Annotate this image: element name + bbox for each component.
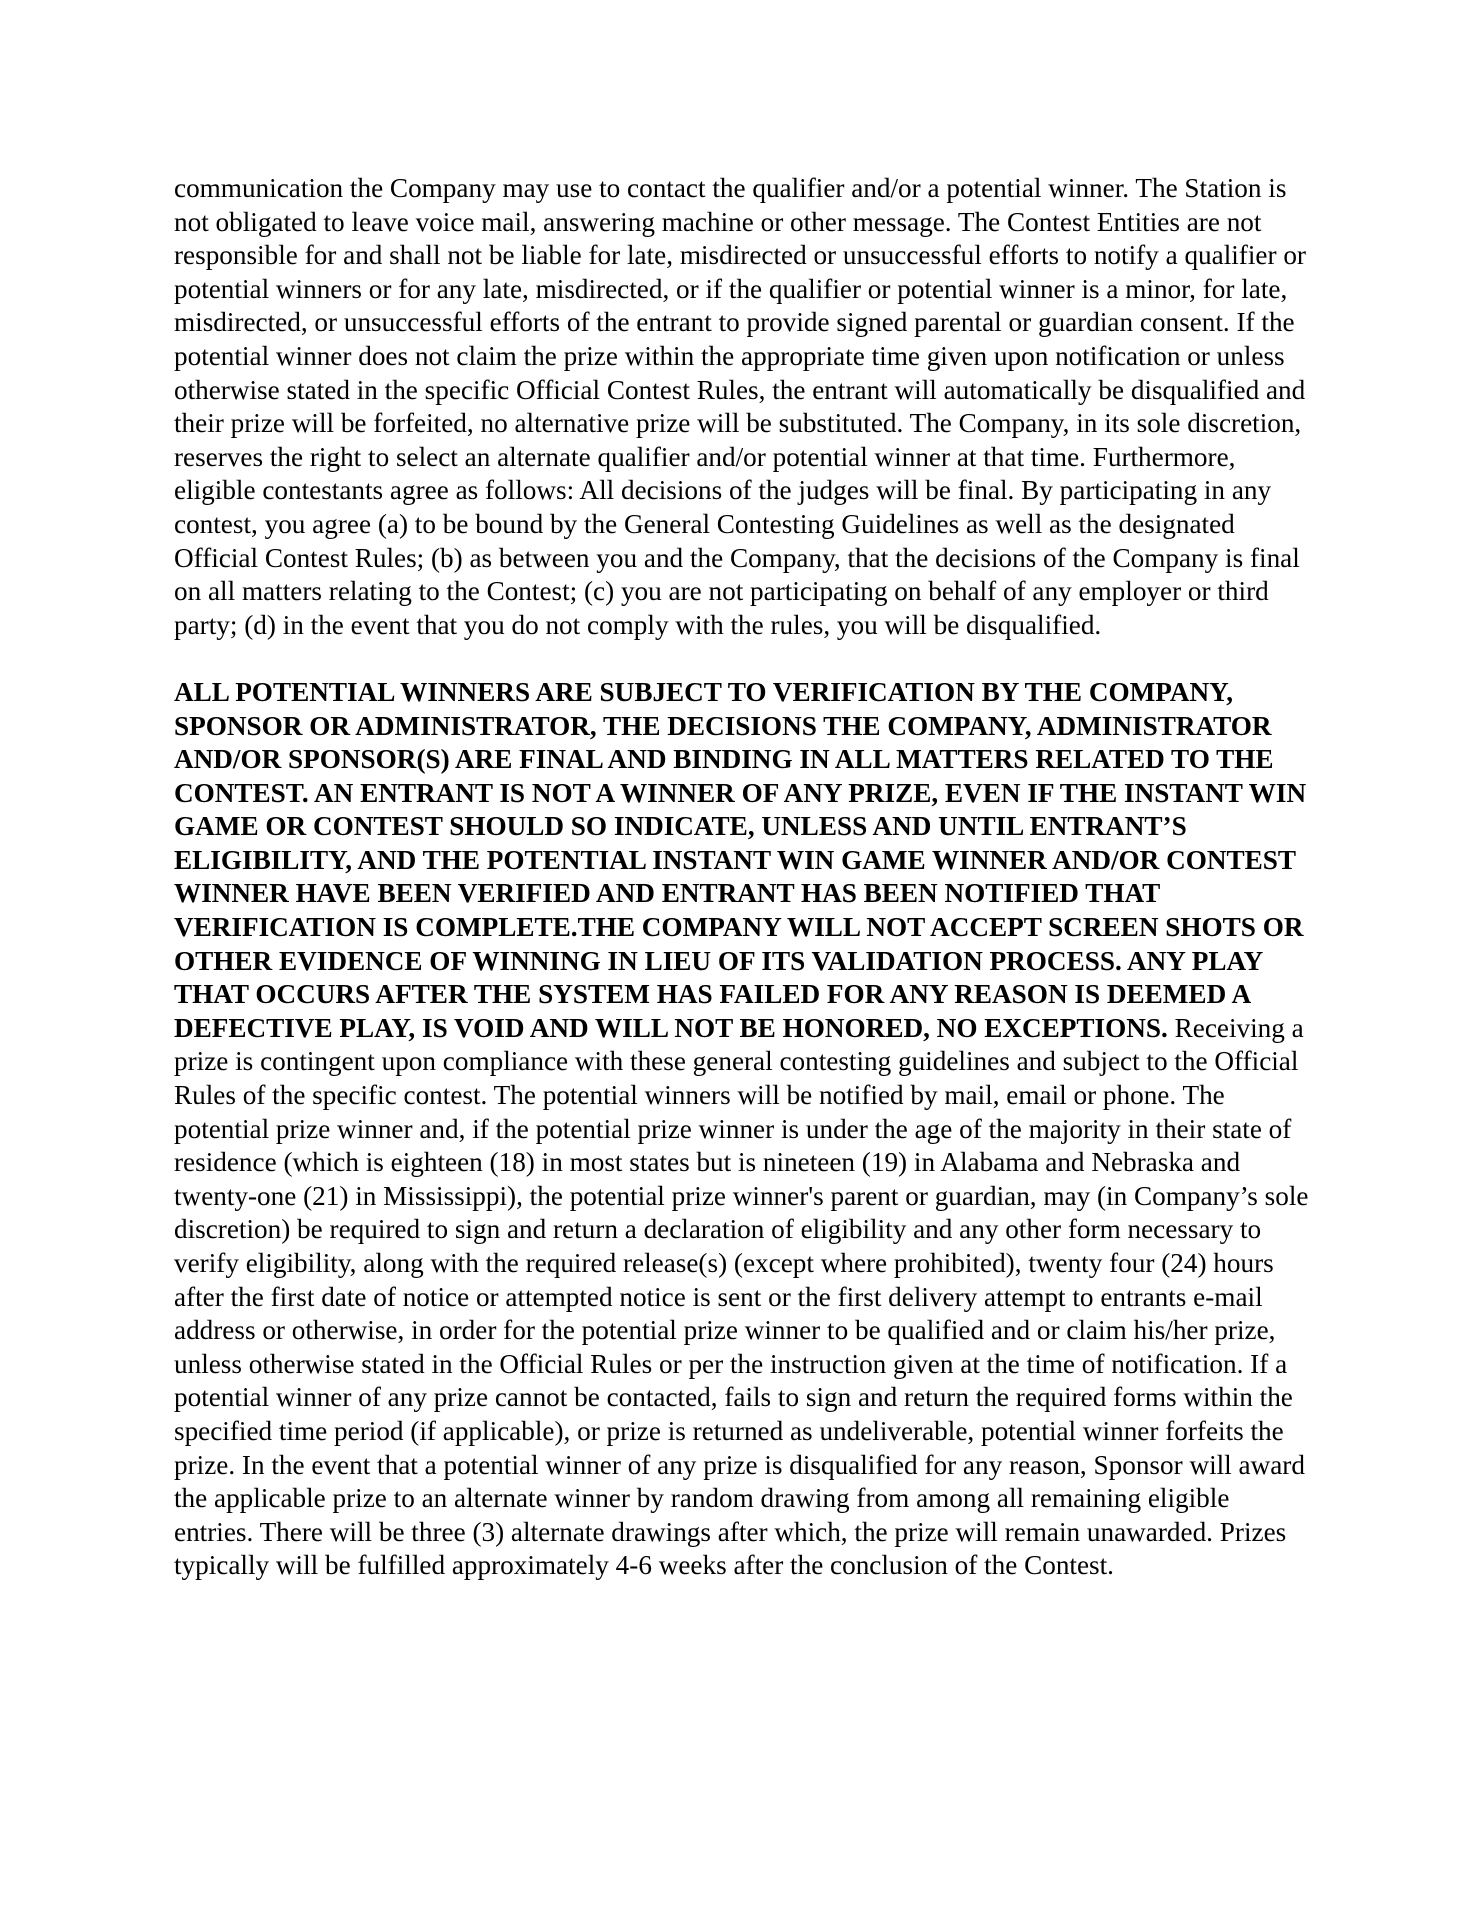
paragraph-spacer: [174, 642, 1314, 676]
verification-notice-bold: ALL POTENTIAL WINNERS ARE SUBJECT TO VERIFICATION BY THE COMPANY, SPONSOR OR ADMINISTRATOR, THE DECISIONS THE COMPANY, ADMINISTRATOR AND/OR SPONSOR(S) ARE FINAL AND BINDING IN ALL MATTERS RELATED TO THE CONTEST. AN ENTRANT IS NOT A WINNER OF ANY PRIZE, EVEN IF THE INSTANT WIN GAME OR CONTEST SHOULD SO INDICATE, UNLESS AND UNTIL ENTRANT’S ELIGIBILITY, AND THE POTENTIAL INSTANT WIN GAME WINNER AND/OR CONTEST WINNER HAVE BEEN VERIFIED AND ENTRANT HAS BEEN NOTIFIED THAT VERIFICATION IS COMPLETE.THE COMPANY WILL NOT ACCEPT SCREEN SHOTS OR OTHER EVIDENCE OF WINNING IN LIEU OF ITS VALIDATION PROCESS. ANY PLAY THAT OCCURS AFTER THE SYSTEM HAS FAILED FOR ANY REASON IS DEEMED A DEFECTIVE PLAY, IS VOID AND WILL NOT BE HONORED, NO EXCEPTIONS.: [174, 676, 1307, 1043]
paragraph-notification-terms: communication the Company may use to contact the qualifier and/or a potential winner. The Station is not obligated to leave voice mail, answering machine or other message. The Contest Entities are not responsible for and shall not be liable for late, misdirected or unsuccessful efforts to notify a qualifier or potential winners or for any late, misdirected, or if the qualifier or potential winner is a minor, for late, misdirected, or unsuccessful efforts of the entrant to provide signed parental or guardian consent. If the potential winner does not claim the prize within the appropriate time given upon notification or unless otherwise stated in the specific Official Contest Rules, the entrant will automatically be disqualified and their prize will be forfeited, no alternative prize will be substituted. The Company, in its sole discretion, reserves the right to select an alternate qualifier and/or potential winner at that time. Furthermore, eligible contestants agree as follows: All decisions of the judges will be final. By participating in any contest, you agree (a) to be bound by the General Contesting Guidelines as well as the designated Official Contest Rules; (b) as between you and the Company, that the decisions of the Company is final on all matters relating to the Contest; (c) you are not participating on behalf of any employer or third party; (d) in the event that you do not comply with the rules, you will be disqualified.: [174, 173, 1306, 640]
paragraph-verification-terms: [174, 676, 1314, 1583]
document-page: [174, 172, 1314, 1583]
prize-terms-text: Receiving a prize is contingent upon compliance with these general contesting guidelines and subject to the Official Rules of the specific contest. The potential winners will be notified by mail, email or phone. The potential prize winner and, if the potential prize winner is under the age of the majority in their state of residence (which is eighteen (18) in most states but is nineteen (19) in Alabama and Nebraska and twenty-one (21) in Mississippi), the potential prize winner's parent or guardian, may (in Company’s sole discretion) be required to sign and return a declaration of eligibility and any other form necessary to verify eligibility, along with the required release(s) (except where prohibited), twenty four (24) hours after the first date of notice or attempted notice is sent or the first delivery attempt to entrants e-mail address or otherwise, in order for the potential prize winner to be qualified and or claim his/her prize, unless otherwise stated in the Official Rules or per the instruction given at the time of notification. If a potential winner of any prize cannot be contacted, fails to sign and return the required forms within the specified time period (if applicable), or prize is returned as undeliverable, potential winner forfeits the prize. In the event that a potential winner of any prize is disqualified for any reason, Sponsor will award the applicable prize to an alternate winner by random drawing from among all remaining eligible entries. There will be three (3) alternate drawings after which, the prize will remain unawarded. Prizes typically will be fulfilled approximately 4-6 weeks after the conclusion of the Contest.: [174, 1012, 1309, 1581]
